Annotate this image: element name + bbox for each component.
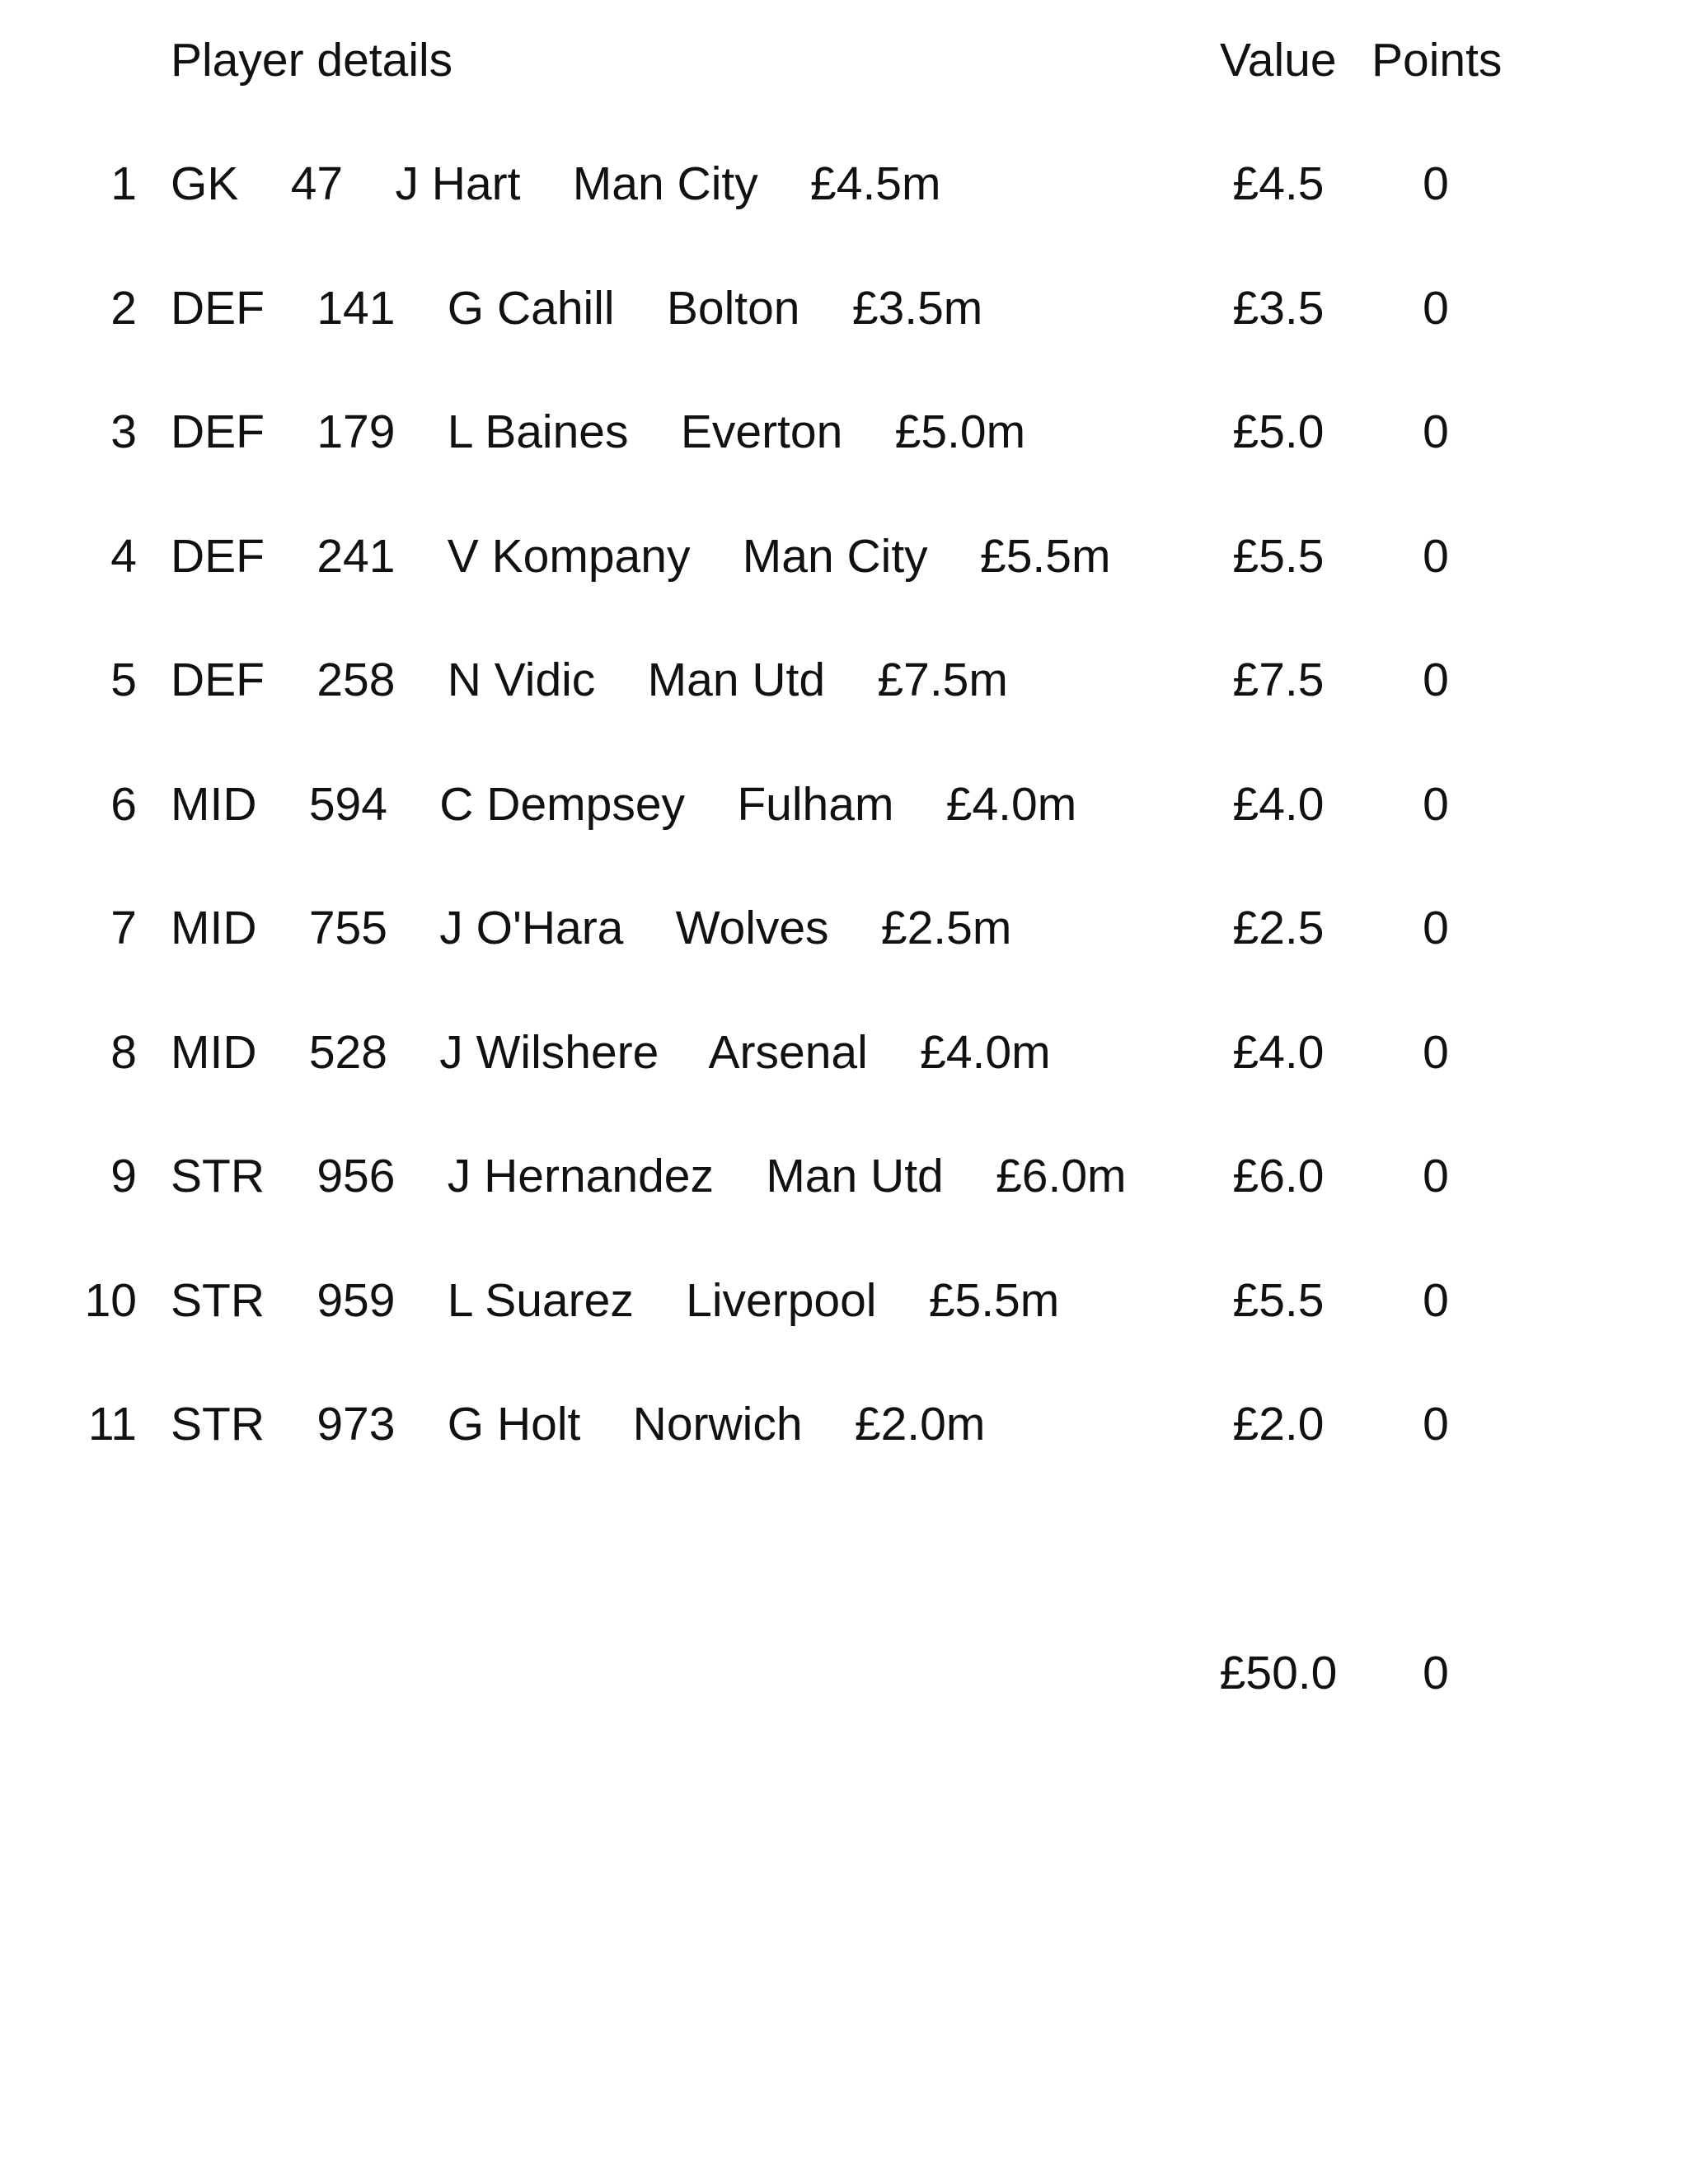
player-value: £4.0 [1232, 1025, 1325, 1079]
player-points: 0 [1423, 777, 1449, 831]
total-value: £50.0 [1219, 1647, 1338, 1699]
header-player-details: Player details [171, 34, 453, 87]
header-points: Points [1372, 34, 1503, 87]
player-points: 0 [1423, 157, 1449, 210]
player-details: MID 528 J Wilshere Arsenal £4.0m [171, 1025, 1051, 1079]
player-row [0, 405, 1688, 529]
player-details: DEF 179 L Baines Everton £5.0m [171, 405, 1026, 458]
player-points: 0 [1423, 1273, 1449, 1327]
player-value: £4.0 [1232, 777, 1325, 831]
player-details: DEF 141 G Cahill Bolton £3.5m [171, 281, 983, 335]
player-value: £7.5 [1232, 654, 1325, 706]
player-value: £5.5 [1232, 1273, 1325, 1327]
row-number: 6 [110, 777, 137, 831]
total-points: 0 [1423, 1647, 1449, 1699]
player-value: £5.0 [1232, 405, 1325, 458]
player-points: 0 [1423, 1150, 1449, 1202]
player-row [0, 1149, 1688, 1273]
player-value: £5.5 [1232, 529, 1325, 583]
player-value: £6.0 [1232, 1150, 1325, 1202]
player-row [0, 777, 1688, 902]
player-points: 0 [1423, 1025, 1449, 1079]
header-value: Value [1220, 34, 1337, 87]
player-details: MID 755 J O'Hara Wolves £2.5m [171, 902, 1012, 954]
row-number: 7 [110, 902, 137, 954]
row-number: 9 [110, 1150, 137, 1202]
player-row [0, 1273, 1688, 1398]
table-header [0, 33, 1688, 99]
player-points: 0 [1423, 529, 1449, 583]
player-row [0, 529, 1688, 654]
player-points: 0 [1423, 654, 1449, 706]
row-number: 3 [110, 405, 137, 458]
player-details: MID 594 C Dempsey Fulham £4.0m [171, 777, 1077, 831]
row-number: 1 [110, 157, 137, 210]
row-number: 11 [87, 1398, 137, 1451]
player-list [0, 157, 1688, 1521]
row-number: 10 [84, 1273, 137, 1327]
player-value: £2.5 [1232, 902, 1325, 954]
row-number: 5 [110, 654, 137, 706]
player-row [0, 1397, 1688, 1521]
player-row [0, 281, 1688, 405]
player-points: 0 [1423, 902, 1449, 954]
player-points: 0 [1423, 405, 1449, 458]
player-details: DEF 241 V Kompany Man City £5.5m [171, 529, 1111, 583]
player-row [0, 157, 1688, 281]
player-row [0, 1025, 1688, 1150]
player-details: STR 956 J Hernandez Man Utd £6.0m [171, 1150, 1127, 1202]
player-details: DEF 258 N Vidic Man Utd £7.5m [171, 654, 1008, 706]
player-value: £4.5 [1232, 157, 1325, 210]
player-value: £2.0 [1232, 1398, 1325, 1451]
totals-row [0, 1646, 1688, 1712]
row-number: 4 [110, 529, 137, 583]
player-row [0, 653, 1688, 777]
player-details: STR 959 L Suarez Liverpool £5.5m [171, 1273, 1060, 1327]
player-details: GK 47 J Hart Man City £4.5m [171, 157, 941, 210]
player-details: STR 973 G Holt Norwich £2.0m [171, 1398, 986, 1451]
player-points: 0 [1423, 281, 1449, 335]
player-value: £3.5 [1232, 281, 1325, 335]
player-row [0, 901, 1688, 1025]
row-number: 8 [110, 1025, 137, 1079]
row-number: 2 [110, 281, 137, 335]
player-points: 0 [1423, 1398, 1449, 1451]
